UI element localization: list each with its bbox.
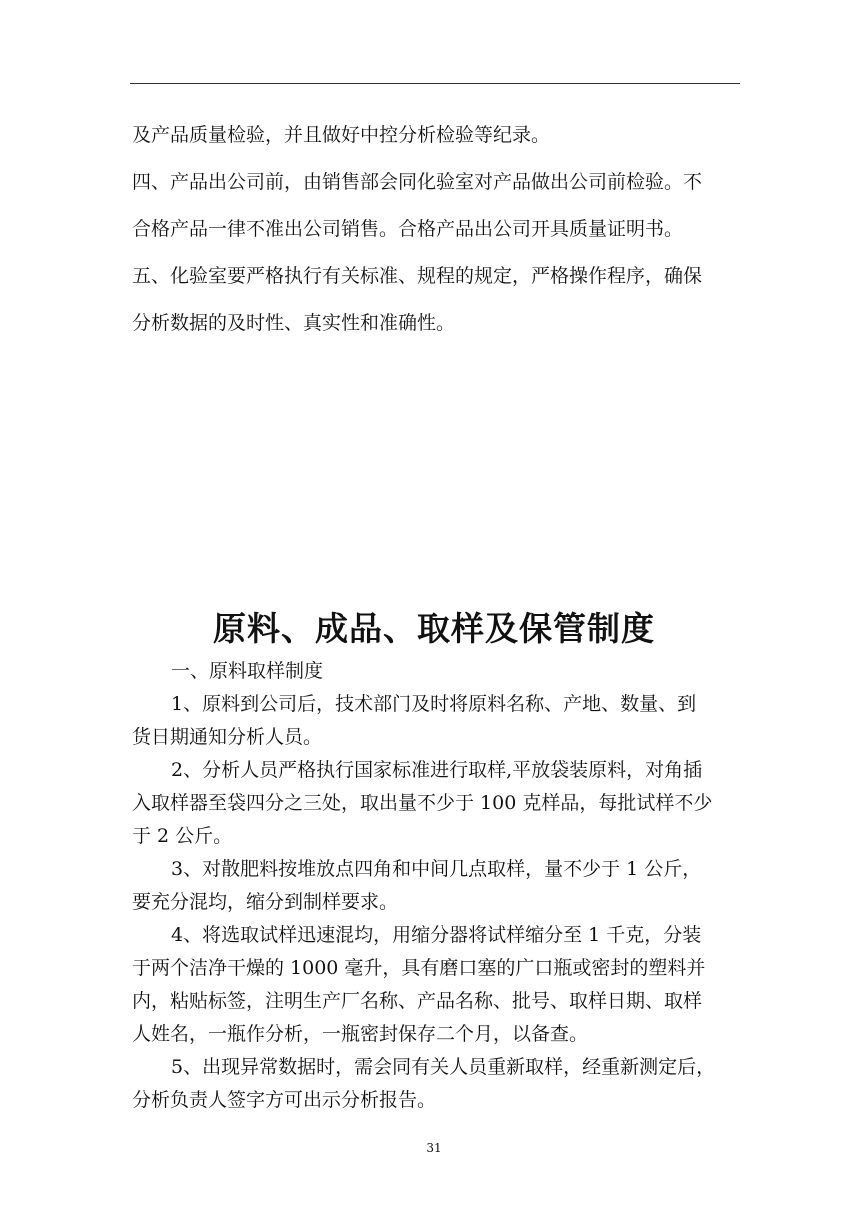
text-line: 人姓名，一瓶作分析，一瓶密封保存二个月，以备查。	[132, 1023, 589, 1045]
text-line: 分析数据的及时性、真实性和准确性。	[132, 312, 456, 334]
text-line: 内，粘贴标签，注明生产厂名称、产品名称、批号、取样日期、取样	[132, 990, 703, 1012]
text-line: 合格产品一律不准出公司销售。合格产品出公司开具质量证明书。	[132, 218, 684, 240]
text-line: 2、分析人员严格执行国家标准进行取样,平放袋装原料，对角插	[171, 759, 703, 781]
section-title: 原料、成品、取样及保管制度	[213, 609, 655, 648]
text-line: 3、对散肥料按堆放点四角和中间几点取样，量不少于 1 公斤，	[171, 858, 702, 880]
page-number: 31	[426, 1141, 442, 1155]
text-line: 1、原料到公司后，技术部门及时将原料名称、产地、数量、到	[171, 693, 697, 715]
text-line: 货日期通知分析人员。	[132, 726, 323, 748]
text-line: 入取样器至袋四分之三处，取出量不少于 100 克样品，每批试样不少	[132, 792, 713, 814]
text-line: 及产品质量检验，并且做好中控分析检验等纪录。	[132, 124, 551, 146]
text-line: 于 2 公斤。	[132, 825, 233, 847]
text-line: 于两个洁净干燥的 1000 毫升，具有磨口塞的广口瓶或密封的塑料并	[132, 957, 706, 979]
text-line: 四、产品出公司前，由销售部会同化验室对产品做出公司前检验。不	[132, 171, 703, 193]
text-line: 分析负责人签字方可出示分析报告。	[132, 1089, 437, 1111]
text-line: 五、化验室要严格执行有关标准、规程的规定，严格操作程序，确保	[132, 265, 703, 287]
text-line: 要充分混均，缩分到制样要求。	[132, 891, 399, 913]
subheading: 一、原料取样制度	[171, 660, 324, 682]
text-line: 5、出现异常数据时，需会同有关人员重新取样，经重新测定后，	[171, 1056, 716, 1078]
section-body	[132, 655, 742, 1117]
header-rule	[130, 83, 740, 84]
text-line: 4、将选取试样迅速混均，用缩分器将试样缩分至 1 千克，分装	[171, 924, 702, 946]
previous-section-text	[132, 112, 742, 347]
